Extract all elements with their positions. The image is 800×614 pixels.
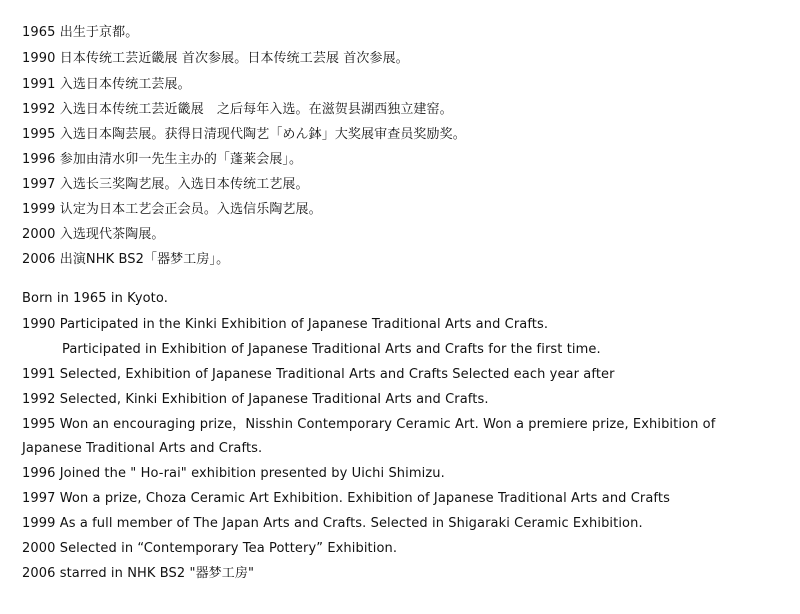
en-line-2006: 2006 starred in NHK BS2 "器梦工房" [22, 566, 255, 581]
en-line-1999: 1999 As a full member of The Japan Arts and Crafts. Selected in Shigaraki Ceramic Exhibition. [22, 516, 643, 531]
en-line-1997: 1997 Won a prize, Choza Ceramic Art Exhibition. Exhibition of Japanese Traditional Arts and Crafts [22, 491, 670, 506]
cn-line-2006: 2006 出演NHK BS2「器梦工房」。 [22, 252, 230, 267]
cn-line-1997: 1997 入选长三奖陶艺展。入选日本传统工艺展。 [22, 177, 309, 192]
en-line-1992: 1992 Selected, Kinki Exhibition of Japanese Traditional Arts and Crafts. [22, 392, 489, 407]
cn-line-1965: 1965 出生于京都。 [22, 25, 139, 40]
cn-line-1992: 1992 入选日本传统工芸近畿展 之后每年入选。在滋贺县湖西独立建窑。 [22, 102, 453, 117]
en-line-1996: 1996 Joined the " Ho-rai" exhibition presented by Uichi Shimizu. [22, 466, 445, 481]
cn-line-1990: 1990 日本传统工芸近畿展 首次参展。日本传统工芸展 首次参展。 [22, 51, 409, 66]
en-line-1990: 1990 Participated in the Kinki Exhibition of Japanese Traditional Arts and Crafts. [22, 317, 549, 332]
cn-line-1995: 1995 入选日本陶芸展。获得日清现代陶艺「めん鉢」大奖展审查员奖励奖。 [22, 127, 466, 142]
en-line-1995: 1995 Won an encouraging prize，Nisshin Contemporary Ceramic Art. Won a premiere prize, Exhibition of [22, 417, 716, 432]
cn-line-1996: 1996 参加由清水卯一先生主办的「蓬莱会展」。 [22, 152, 303, 167]
en-line-1991: 1991 Selected, Exhibition of Japanese Traditional Arts and Crafts Selected each year after [22, 367, 615, 382]
en-line-1995-cont: Japanese Traditional Arts and Crafts. [22, 441, 263, 456]
cn-line-1999: 1999 认定为日本工艺会正会员。入选信乐陶艺展。 [22, 202, 322, 217]
cn-line-1991: 1991 入选日本传统工芸展。 [22, 77, 191, 92]
cn-line-2000: 2000 入选现代茶陶展。 [22, 227, 165, 242]
en-line-2000: 2000 Selected in “Contemporary Tea Pottery” Exhibition. [22, 541, 398, 556]
en-line-1990-cont: Participated in Exhibition of Japanese Traditional Arts and Crafts for the first time. [62, 342, 601, 357]
en-line-born: Born in 1965 in Kyoto. [22, 291, 168, 306]
